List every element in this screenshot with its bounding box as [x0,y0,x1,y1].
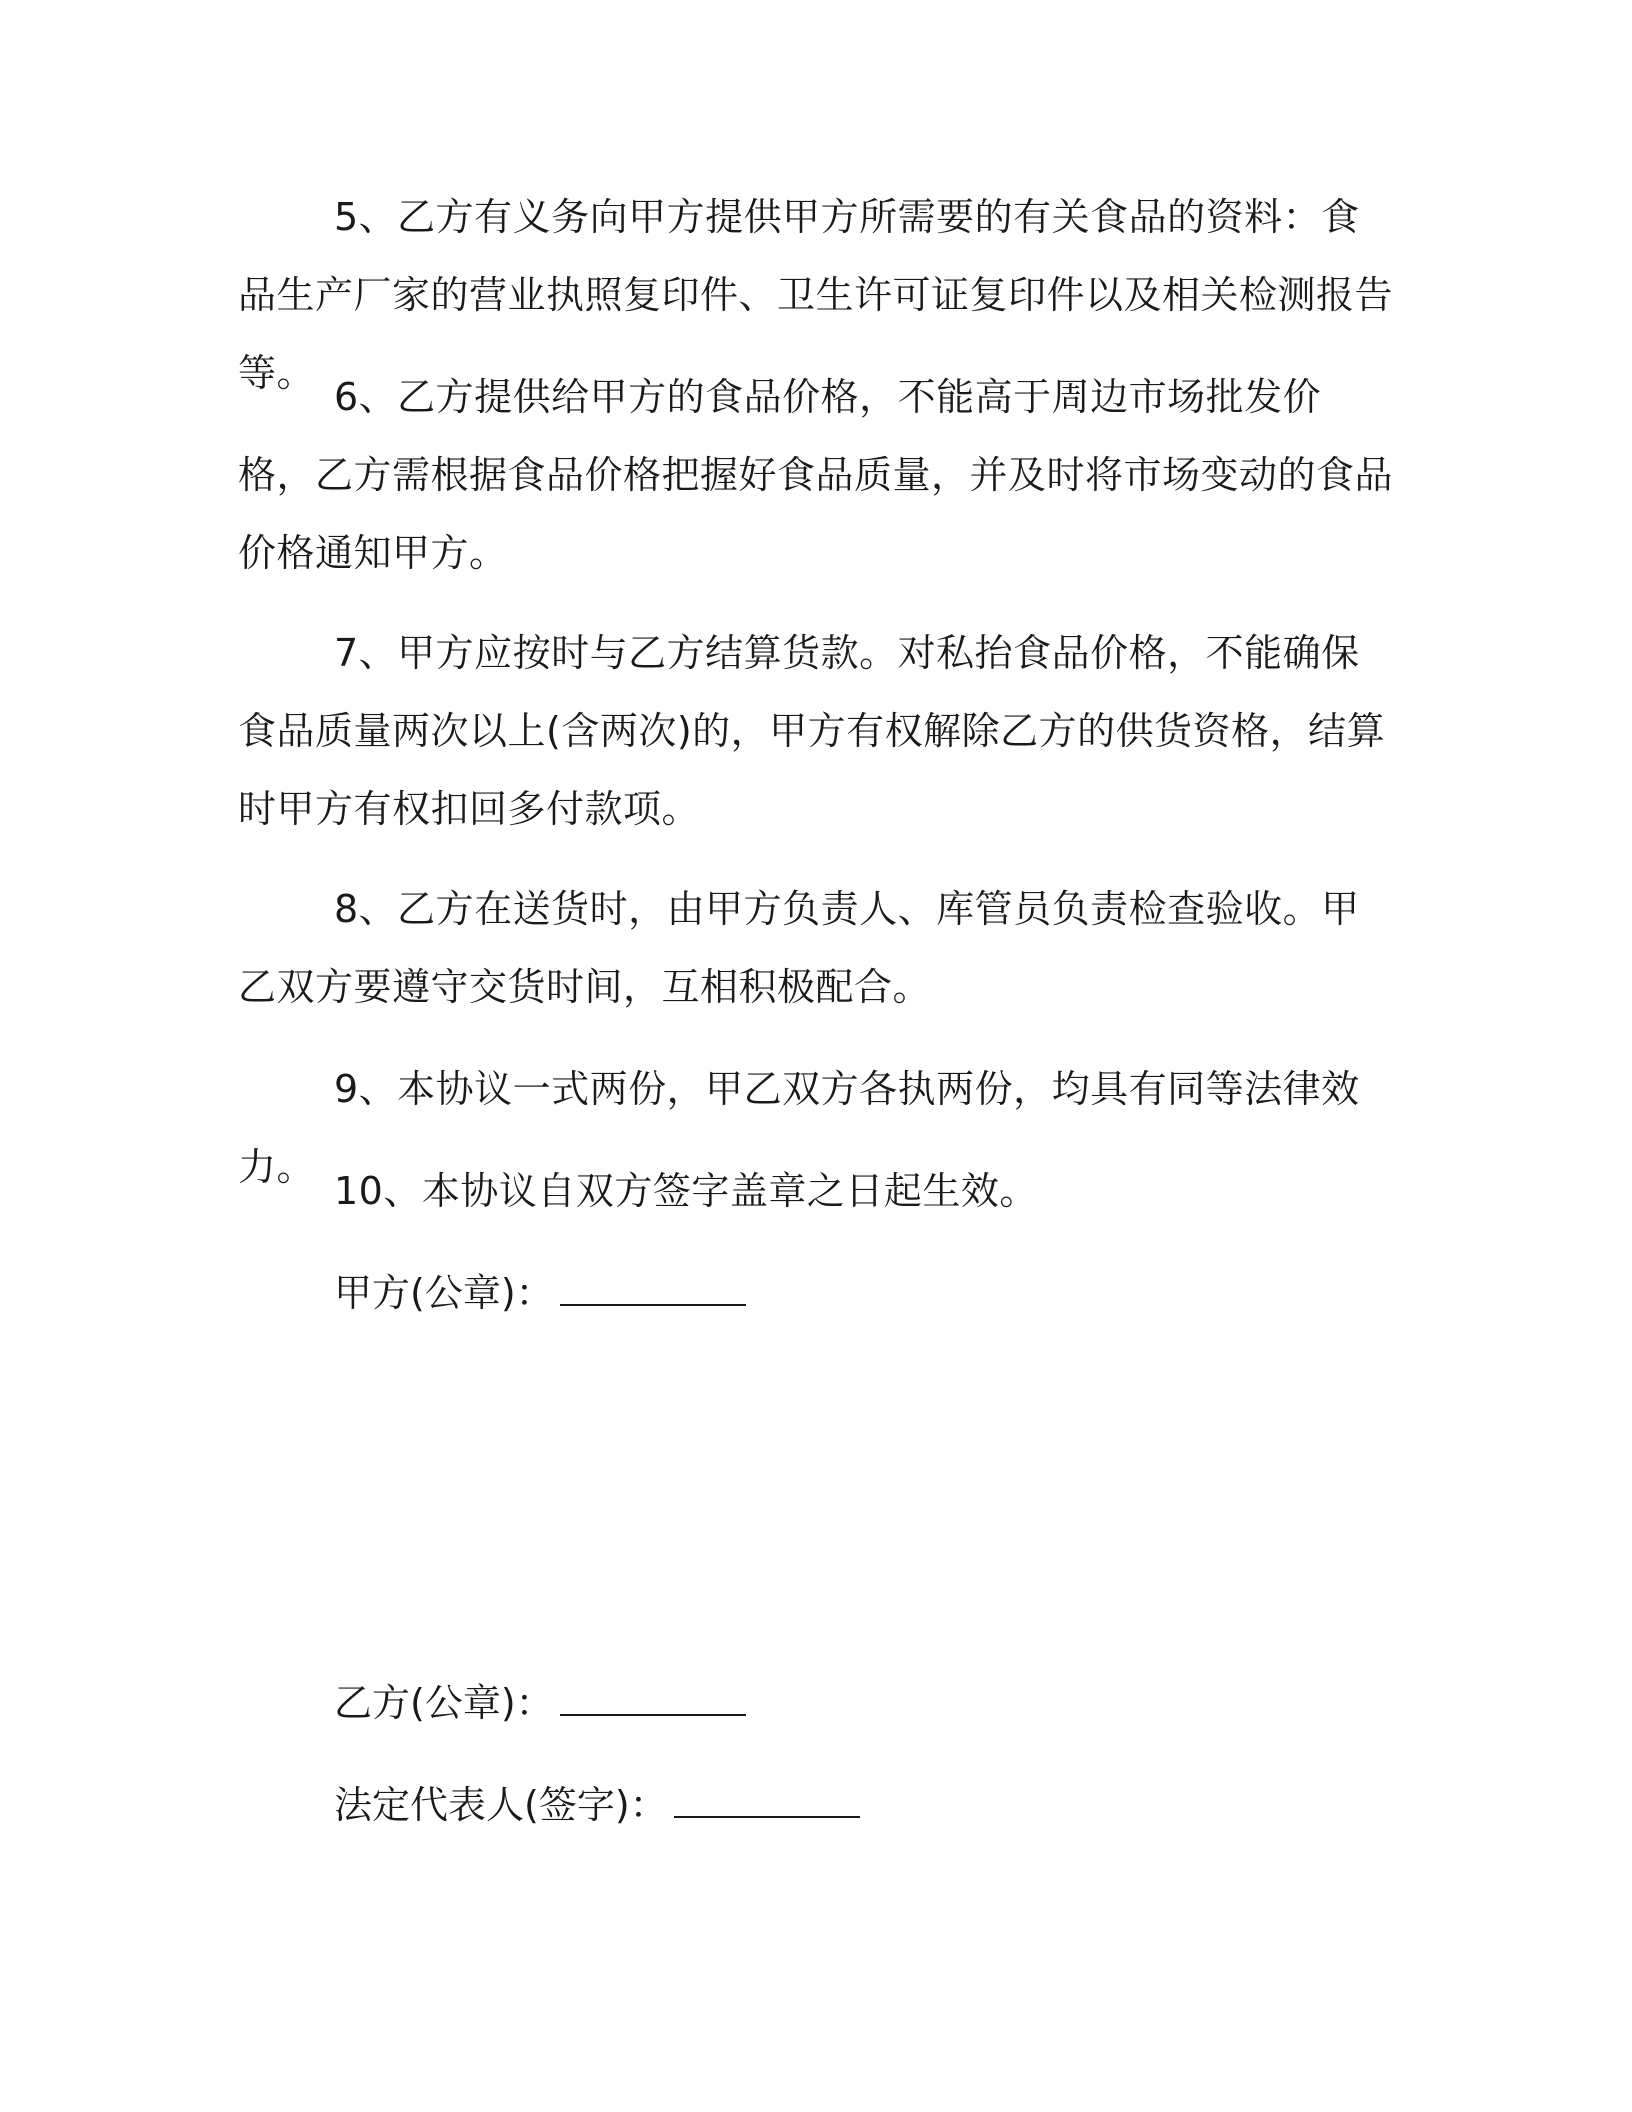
clause-8 [238,870,1398,1026]
clause-7-text: 7、甲方应按时与乙方结算货款。对私抬食品价格，不能确保食品质量两次以上(含两次)的，甲方有权解除乙方的供货资格，结算时甲方有权扣回多付款项。 [238,631,1386,831]
clause-6 [238,358,1398,592]
clause-10-text: 10、本协议自双方签字盖章之日起生效。 [334,1169,1038,1213]
clause-7 [238,614,1398,848]
clause-8-text: 8、乙方在送货时，由甲方负责人、库管员负责检查验收。甲乙双方要遵守交货时间，互相积极配合。 [238,887,1360,1009]
party-b-seal-line [334,1664,746,1742]
clause-10 [238,1152,1398,1230]
party-a-seal-label: 甲方(公章)： [334,1271,554,1315]
legal-rep-signature-blank[interactable] [674,1786,860,1818]
party-a-seal-blank[interactable] [560,1274,746,1306]
party-b-seal-label: 乙方(公章)： [334,1681,554,1725]
clause-5-text: 5、乙方有义务向甲方提供甲方所需要的有关食品的资料：食品生产厂家的营业执照复印件、卫生许可证复印件以及相关检测报告等。 [238,195,1394,395]
party-a-seal-line [334,1254,746,1332]
clause-6-text: 6、乙方提供给甲方的食品价格，不能高于周边市场批发价格，乙方需根据食品价格把握好食品质量，并及时将市场变动的食品价格通知甲方。 [238,375,1394,575]
legal-rep-signature-label: 法定代表人(签字)： [334,1783,668,1827]
party-b-seal-blank[interactable] [560,1684,746,1716]
legal-rep-signature-line [334,1766,860,1844]
clause-9-text: 9、本协议一式两份，甲乙双方各执两份，均具有同等法律效力。 [238,1067,1360,1189]
